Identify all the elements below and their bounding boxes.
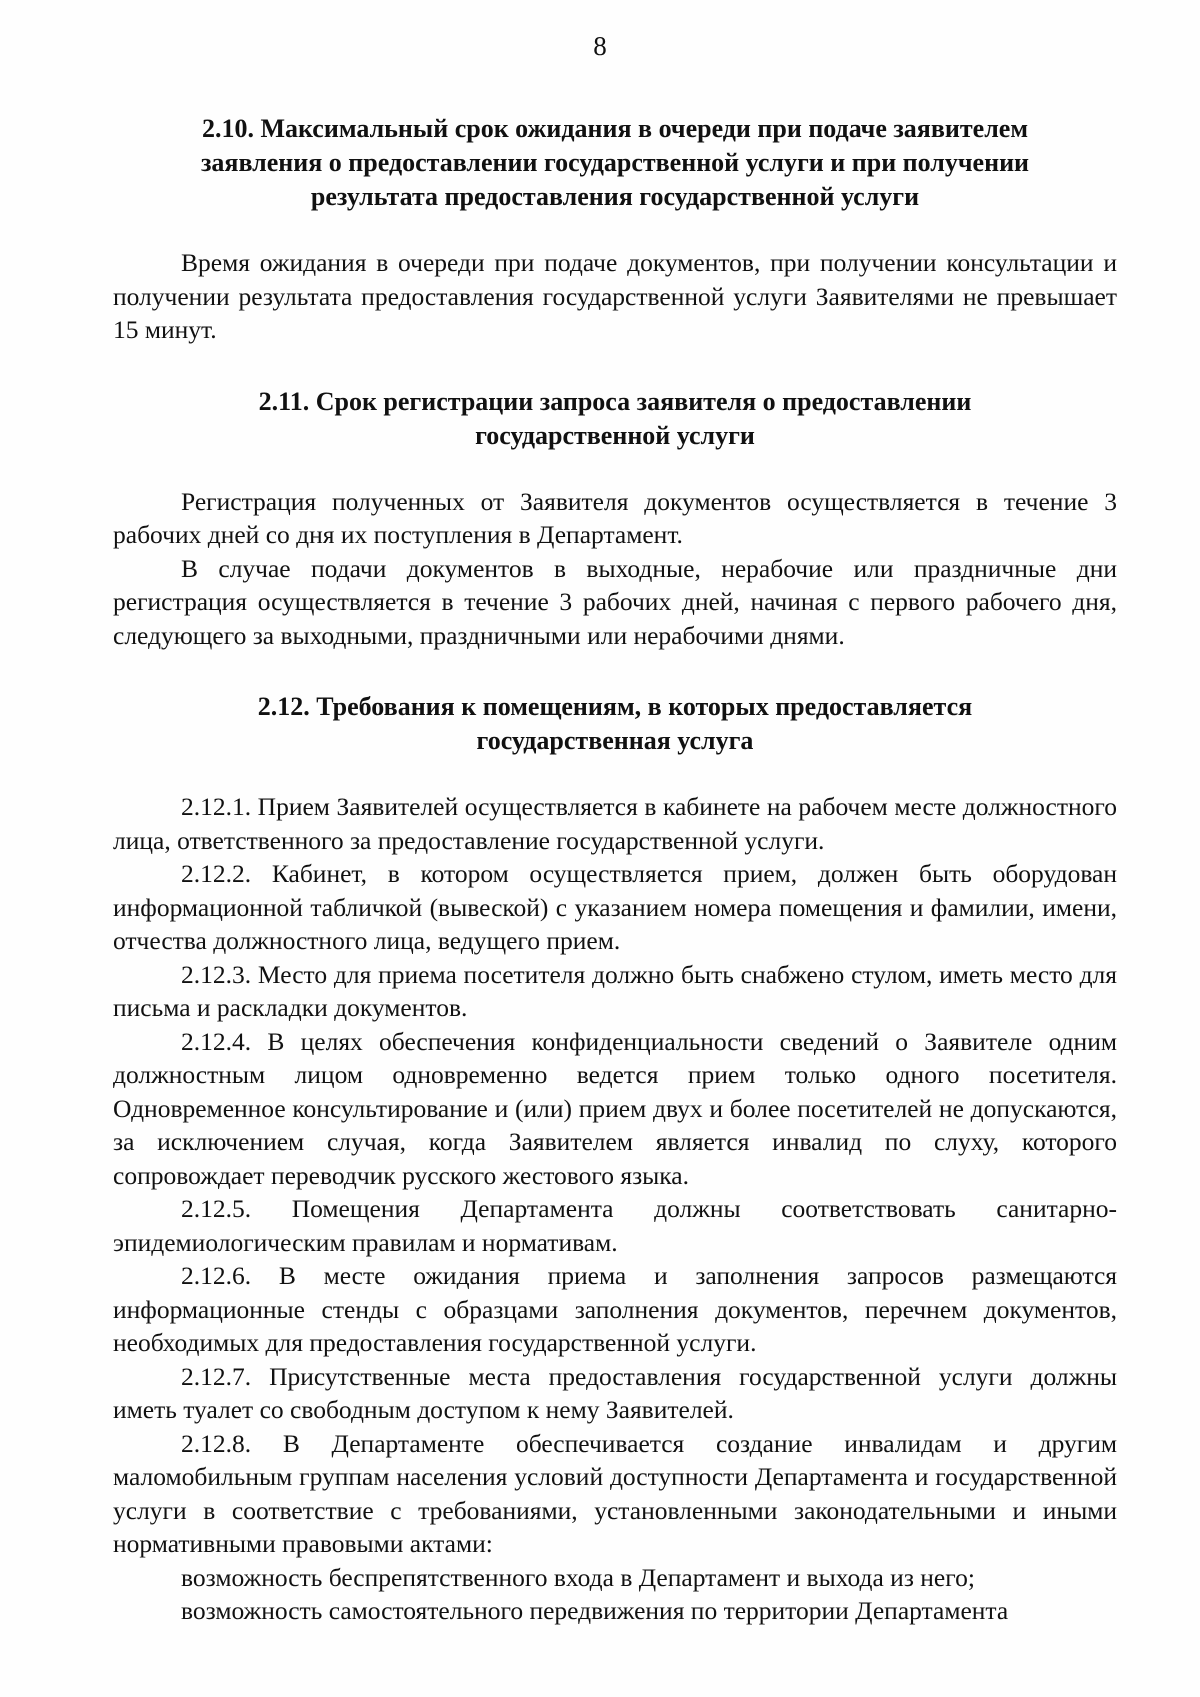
paragraph: В случае подачи документов в выходные, нерабочие или праздничные дни регистрация осуществляется в течение 3 рабочих дней, начиная с первого рабочего дня, следующего за выходными, праздничными или нерабочими днями. bbox=[113, 553, 1117, 650]
list-paragraph: возможность беспрепятственного входа в Департамент и выхода из него; bbox=[181, 1562, 975, 1592]
paragraph: 2.12.2. Кабинет, в котором осуществляется прием, должен быть оборудован информационной табличкой (вывеской) с указанием номера помещения и фамилии, имени, отчества должностного лица, ведущего прием. bbox=[113, 859, 1117, 955]
list-paragraph: возможность самостоятельного передвижения по территории Департамента bbox=[181, 1596, 1009, 1625]
section-2-10 bbox=[113, 112, 1117, 347]
section-2-12 bbox=[113, 690, 1117, 1628]
section-heading: 2.11. Срок регистрации запроса заявителя о предоставлении государственной услуги bbox=[258, 386, 972, 450]
paragraph: 2.12.8. В Департаменте обеспечивается создание инвалидам и другим маломобильным группам населения условий доступности Департамента и государственной услуги в соответствие с требованиями, установленными законодательными и иными нормативными правовыми актами: bbox=[113, 1428, 1117, 1558]
paragraph: 2.12.7. Присутственные места предоставления государственной услуги должны иметь туалет со свободным доступом к нему Заявителей. bbox=[113, 1361, 1117, 1424]
paragraph: 2.12.3. Место для приема посетителя должно быть снабжено стулом, иметь место для письма и раскладки документов. bbox=[113, 959, 1117, 1022]
paragraph: 2.12.4. В целях обеспечения конфиденциальности сведений о Заявителе одним должностным лицом одновременно ведется прием только одного посетителя. Одновременное консультирование и (или) прием двух и более посетителей не допускаются, за исключением случая, когда Заявителем является инвалид по слуху, которого сопровождает переводчик русского жестового языка. bbox=[113, 1026, 1117, 1190]
section-heading: 2.10. Максимальный срок ожидания в очереди при подаче заявителем заявления о предоставлении государственной услуги и при получении результата предоставления государственной услуги bbox=[200, 114, 1030, 211]
document-body bbox=[113, 112, 1117, 1628]
section-heading: 2.12. Требования к помещениям, в которых предоставляется государственная услуга bbox=[257, 692, 973, 755]
paragraph: Время ожидания в очереди при подаче документов, при получении консультации и получении результата предоставления государственной услуги Заявителями не превышает 15 минут. bbox=[113, 248, 1117, 344]
section-2-11 bbox=[113, 385, 1117, 653]
paragraph: Регистрация полученных от Заявителя документов осуществляется в течение 3 рабочих дней со дня их поступления в Департамент. bbox=[113, 486, 1117, 549]
paragraph: 2.12.5. Помещения Департамента должны соответствовать санитарно-эпидемиологическим правилам и нормативам. bbox=[113, 1194, 1117, 1257]
paragraph: 2.12.6. В месте ожидания приема и заполнения запросов размещаются информационные стенды с образцами заполнения документов, перечнем документов, необходимых для предоставления государственной услуги. bbox=[113, 1261, 1117, 1357]
paragraph: 2.12.1. Прием Заявителей осуществляется в кабинете на рабочем месте должностного лица, ответственного за предоставление государственной услуги. bbox=[113, 792, 1117, 855]
page-number: 8 bbox=[593, 31, 607, 61]
